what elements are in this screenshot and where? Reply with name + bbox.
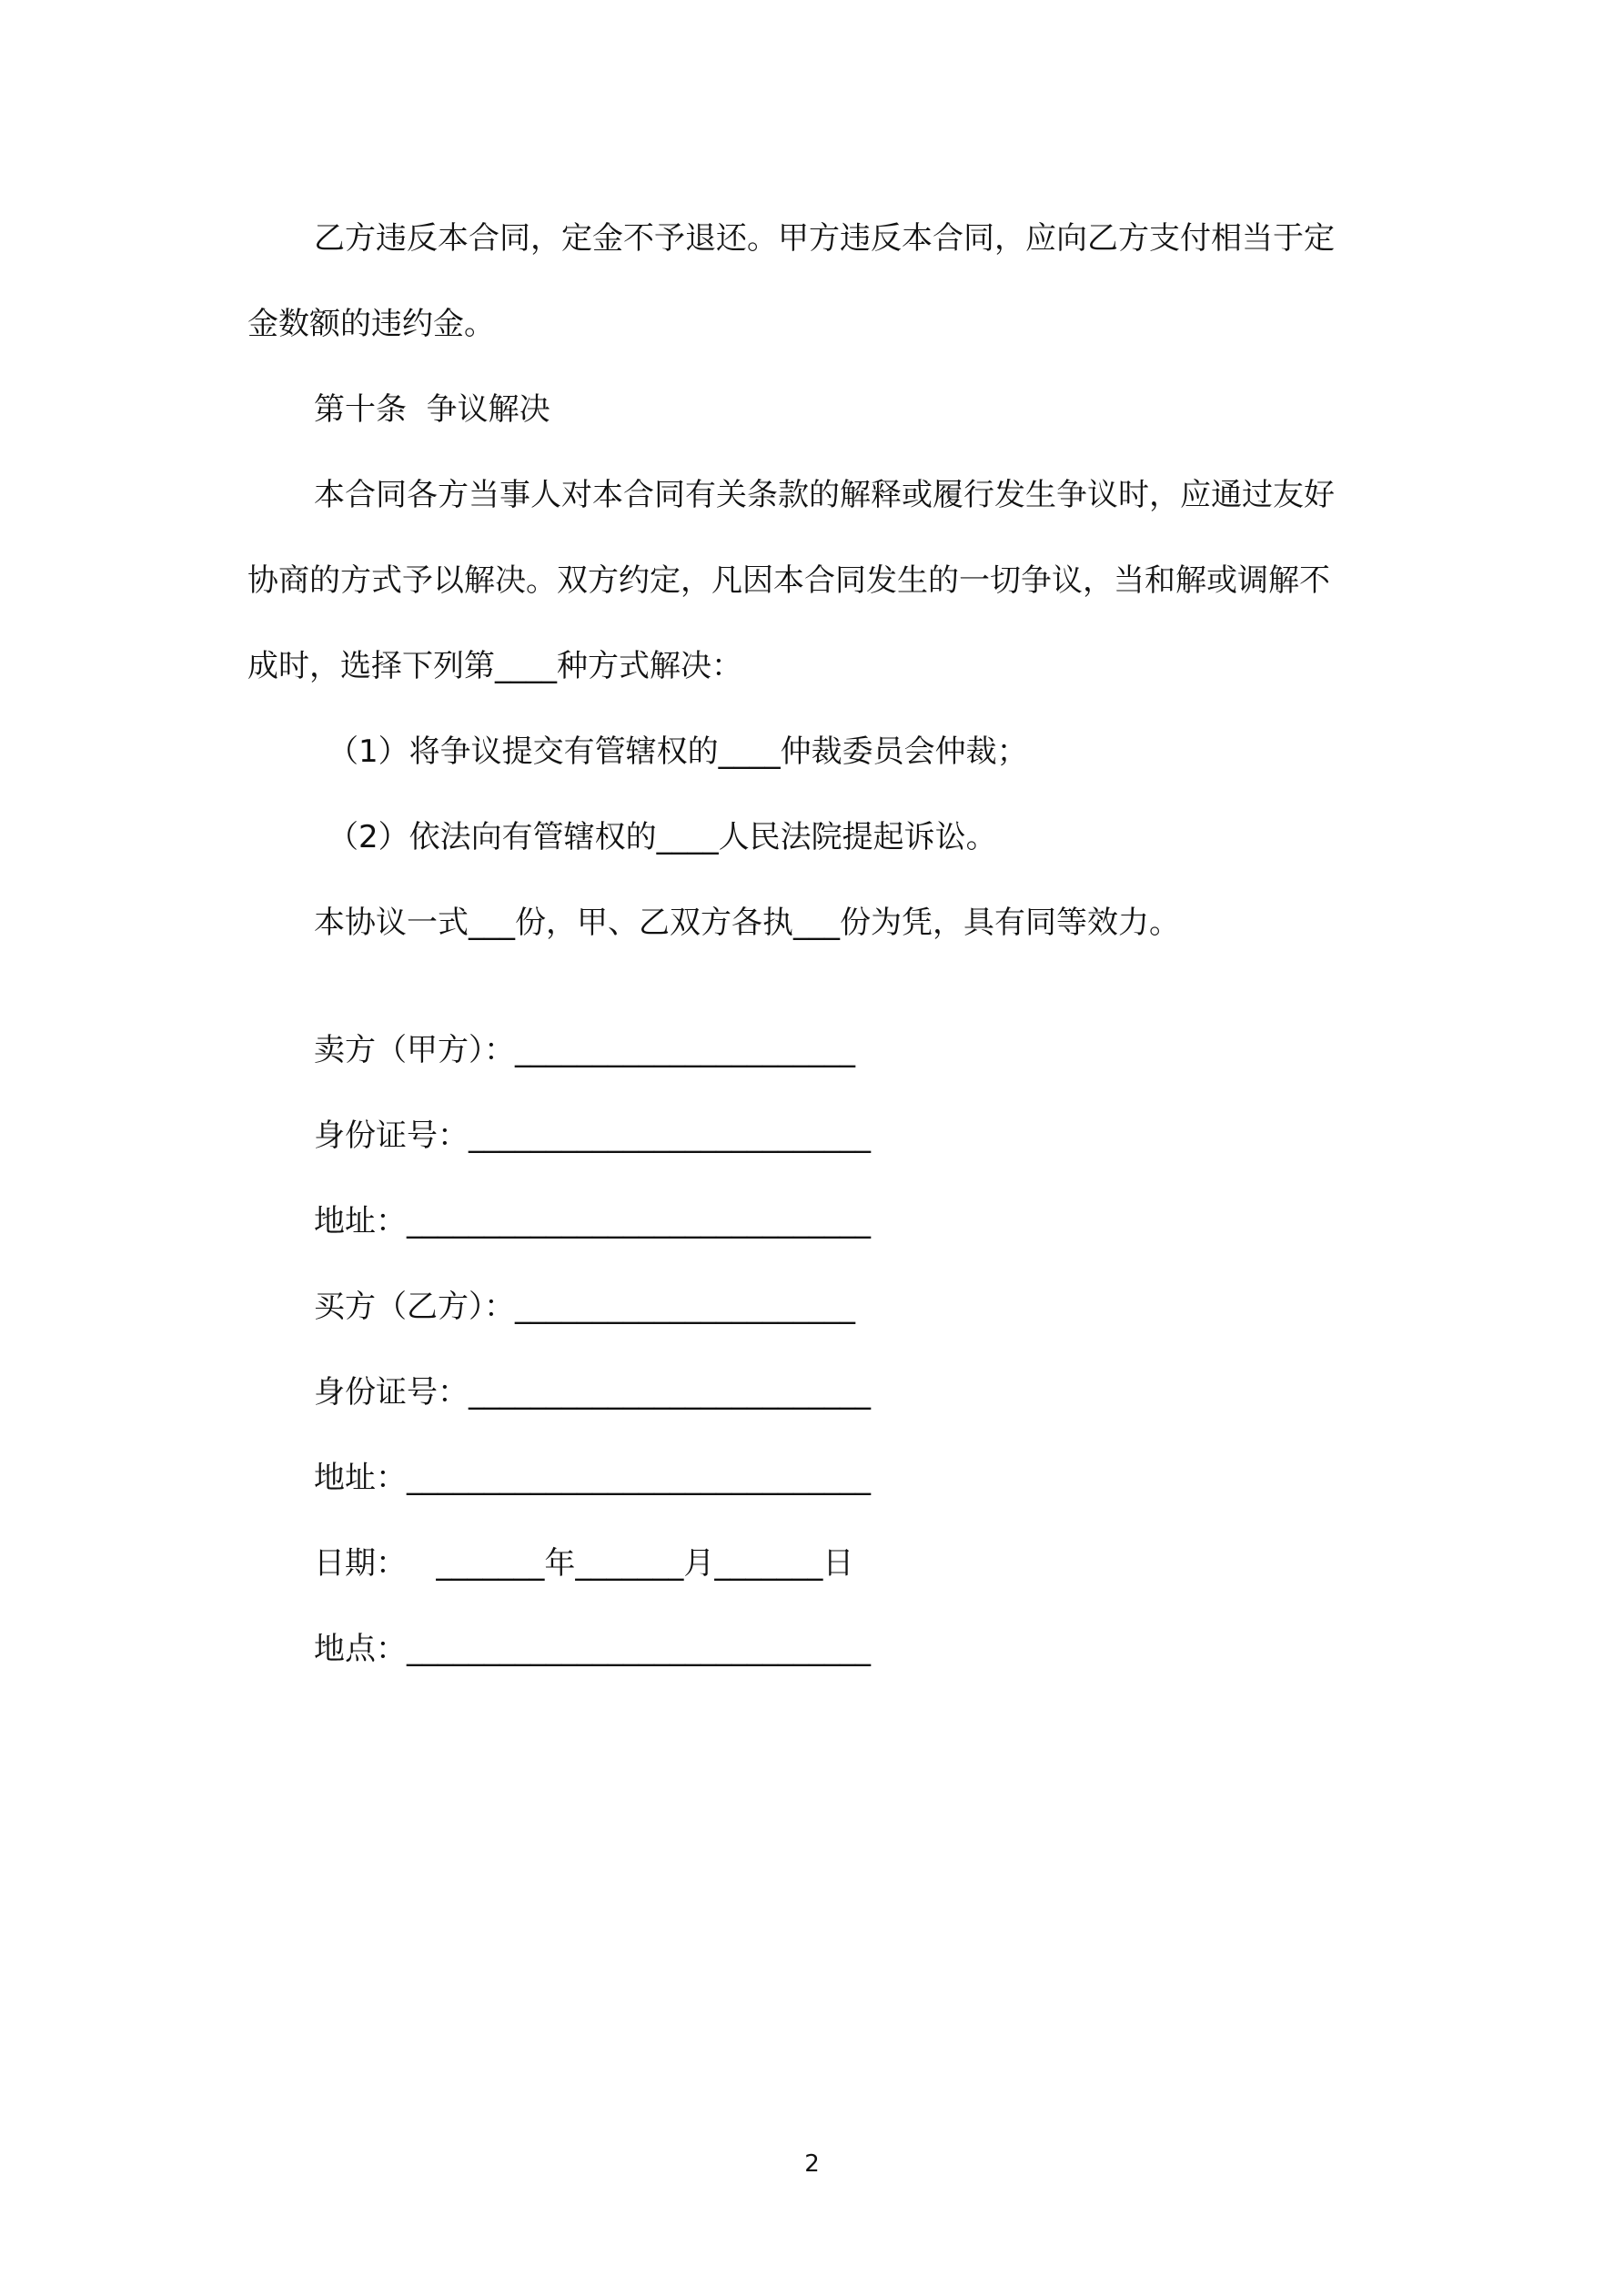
date-field: 日期： _______年_______月_______日: [314, 1545, 854, 1582]
buyer-address-field: 地址：______________________________: [314, 1460, 871, 1496]
seller-field: 卖方（甲方）：______________________: [314, 1032, 855, 1068]
option-litigation: （2）依法向有管辖权的____人民法院提起诉讼。: [328, 819, 997, 855]
buyer-field: 买方（乙方）：______________________: [314, 1289, 855, 1325]
paragraph-copies: 本协议一式___份，甲、乙双方各执___份为凭，具有同等效力。: [314, 905, 1180, 941]
seller-id-field: 身份证号：__________________________: [314, 1118, 871, 1154]
buyer-id-field: 身份证号：__________________________: [314, 1374, 871, 1411]
paragraph-dispute-line-1: 本合同各方当事人对本合同有关条款的解释或履行发生争议时，应通过友好: [314, 477, 1335, 513]
place-field: 地点：______________________________: [314, 1631, 871, 1667]
paragraph-penalty-line-1: 乙方违反本合同，定金不予退还。甲方违反本合同，应向乙方支付相当于定: [314, 220, 1335, 257]
article-heading: 第十条 争议解决: [314, 391, 550, 428]
paragraph-penalty-line-2: 金数额的违约金。: [247, 306, 495, 342]
page-number: 2: [804, 2150, 820, 2178]
seller-address-field: 地址：______________________________: [314, 1203, 871, 1239]
paragraph-dispute-line-2: 协商的方式予以解决。双方约定，凡因本合同发生的一切争议，当和解或调解不: [247, 562, 1330, 599]
option-arbitration: （1）将争议提交有管辖权的____仲裁委员会仲裁；: [328, 733, 1028, 770]
paragraph-dispute-line-3: 成时，选择下列第____种方式解决：: [247, 648, 742, 684]
